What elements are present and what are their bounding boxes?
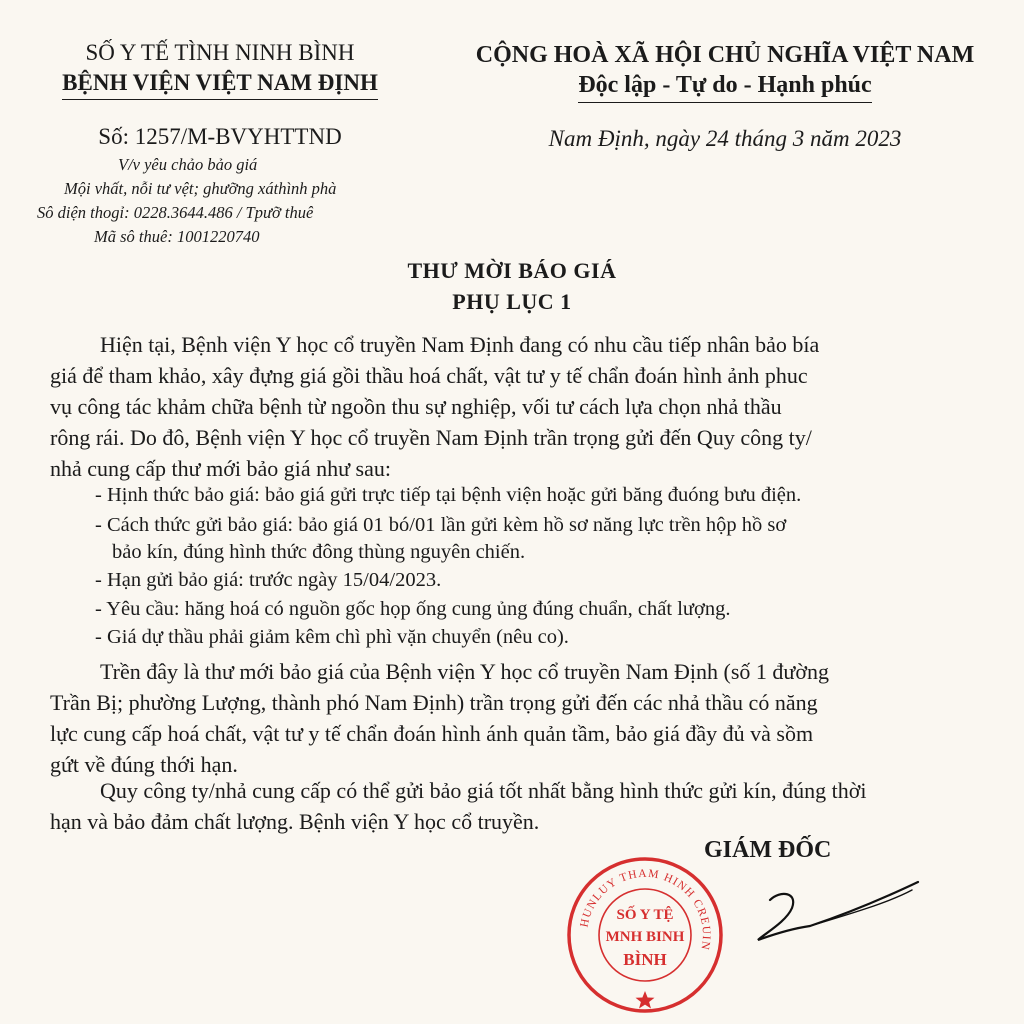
- signer-role: GIÁM ĐỐC: [704, 837, 832, 863]
- motto: [430, 70, 1020, 103]
- paragraph-line: lực cung cấp hoá chất, vật tư y tế chẩn đoán hình ánh quản tầm, bảo giá đầy đủ và sồm: [50, 721, 814, 746]
- letter-title: THƯ MỜI BÁO GIÁ: [407, 258, 617, 283]
- sender-address: Mội vhất, nỗi tư vệt; ghưỡng xáthình phà: [64, 179, 337, 198]
- paragraph-line: Trần Bị; phường Lượng, thành phó Nam Định) trần trọng gửi đến các nhả thầu có năng: [50, 690, 818, 715]
- stamp-line-3: BÌNH: [623, 950, 667, 969]
- paragraph-line: Trền đây là thư mới bảo giá của Bệnh viện Y học cổ truyền Nam Định (số 1 đường: [100, 659, 829, 684]
- sender-phone: Sô diện thogỉ: 0228.3644.486 / Tрưỡ thuê: [37, 203, 314, 222]
- paragraph-line: Quy công ty/nhả cung cấp có thể gửi bảo giá tốt nhất bằng hình thức gửi kín, đúng thời: [100, 778, 867, 803]
- handwritten-signature: [740, 870, 930, 950]
- bullet-item: - Yêu cầu: hăng hoá có nguồn gốc họp ống cung ủng đúng chuẩn, chất lượng.: [95, 598, 731, 620]
- intro-line: giá để tham khảo, xây đựng giá gồi thầu hoá chất, vật tư y tế chẩn đoán hình ảnh phuc: [50, 363, 808, 388]
- intro-line: Hiện tại, Bệnh viện Y học cổ truyền Nam Định đang có nhu cầu tiếp nhân bảo bía: [100, 332, 820, 357]
- motto-text: Độc lập - Tự do - Hạnh phúc: [578, 70, 871, 103]
- date-line: Nam Định, ngày 24 tháng 3 năm 2023: [548, 126, 902, 151]
- stamp-star-icon: [636, 991, 655, 1009]
- bullet-item: - Giá dự thầu phải giảm kêm chì phì vặn chuyển (nêu co).: [95, 626, 569, 648]
- hospital-name-text: BỆNH VIỆN VIỆT NAM ĐỊNH: [62, 68, 378, 100]
- stamp-ring-text: HUNLUY THAM HINH CREUIN: [578, 867, 713, 952]
- stamp-line-1: SỐ Y TỆ: [616, 907, 674, 923]
- letter-subtitle: PHỤ LỤC 1: [452, 289, 572, 314]
- paragraph-line: hạn và bảo đảm chất lượng. Bệnh viện Y học cổ truyền.: [50, 809, 540, 834]
- paragraph-line: gứt về đúng thới hạn.: [50, 752, 238, 777]
- nation-title: CỘNG HOÀ XÃ HỘI CHỦ NGHĨA VIỆT NAM: [475, 42, 975, 68]
- hospital-name: [20, 68, 420, 100]
- stamp-icon: [565, 855, 725, 1015]
- document-number: Số: 1257/M-BVYHTTND: [98, 124, 342, 149]
- department-name: SỐ Y TẾ TÌNH NINH BÌNH: [85, 40, 355, 65]
- intro-line: vụ công tác khảm chữa bệnh từ ngoồn thu sự nghiệp, vối tư cách lựa chọn nhả thầu: [50, 394, 782, 419]
- bullet-item: - Hạn gửi bảo giá: trước ngày 15/04/2023.: [95, 569, 442, 591]
- bullet-item-continuation: bảo kín, đúng hình thức đông thùng nguyên chiến.: [112, 541, 526, 563]
- intro-line: nhả cung cấp thư mới bảo giá như sau:: [50, 456, 391, 481]
- sender-tax-code: Mã sô thuê: 1001220740: [94, 227, 260, 246]
- document-subject: V/v yêu chảo bảo giá: [118, 155, 258, 174]
- intro-line: rông rái. Do đô, Bệnh viện Y học cổ truyền Nam Định trần trọng gửi đến Quy công ty/: [50, 425, 812, 450]
- stamp-line-2: MNH BINH: [605, 929, 685, 945]
- bullet-item: - Hịnh thức bảo giá: bảo giá gửi trực tiếp tại bệnh viện hoặc gửi băng đuóng bưu điện.: [95, 484, 802, 506]
- bullet-item: - Cách thức gửi bảo giá: bảo giá 01 bó/01 lần gửi kèm hồ sơ năng lực trền hộp hồ sơ: [95, 514, 787, 536]
- official-stamp: [565, 855, 725, 1015]
